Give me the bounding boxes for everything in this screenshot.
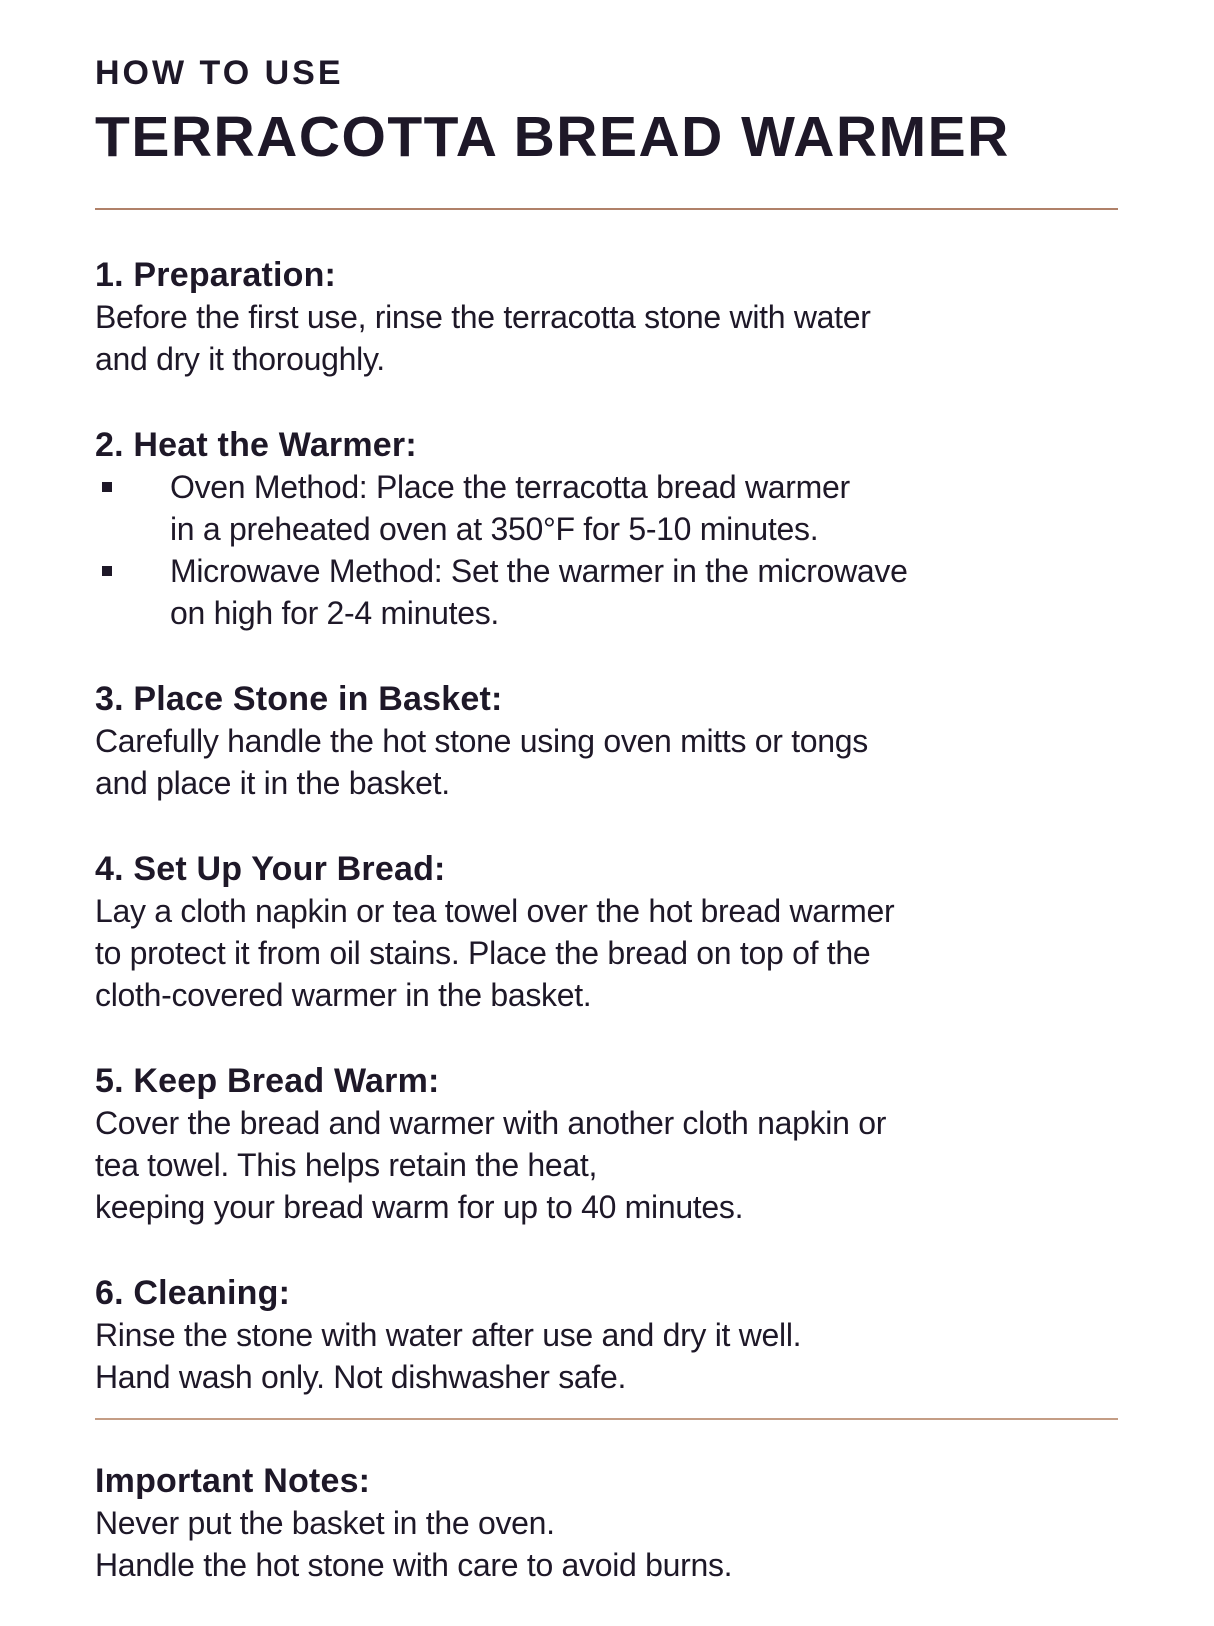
body-line: and place it in the basket. [95, 765, 450, 801]
body-line: Handle the hot stone with care to avoid burns. [95, 1547, 733, 1583]
section-heading: 3. Place Stone in Basket: [95, 680, 503, 718]
section-heading: 6. Cleaning: [95, 1274, 291, 1312]
kicker: HOW TO USE [95, 54, 344, 92]
body-line: Hand wash only. Not dishwasher safe. [95, 1359, 627, 1395]
bullet-item-oven-method [95, 466, 1118, 550]
section-preparation [95, 254, 1118, 380]
header [95, 54, 1118, 169]
page-title: TERRACOTTA BREAD WARMER [95, 105, 1010, 169]
body-line: Before the first use, rinse the terracotta stone with water [95, 299, 871, 335]
body-line: Lay a cloth napkin or tea towel over the hot bread warmer [95, 893, 895, 929]
bullet-text [170, 466, 850, 550]
square-bullet-icon [102, 482, 112, 492]
section-keep-bread-warm [95, 1060, 1118, 1228]
section-heading: 1. Preparation: [95, 256, 337, 294]
bullet-text [170, 550, 908, 634]
body-line: Microwave Method: Set the warmer in the microwave [170, 553, 908, 589]
top-divider [95, 208, 1118, 210]
section-heading: 4. Set Up Your Bread: [95, 850, 446, 888]
bottom-divider [95, 1418, 1118, 1420]
section-heading: 2. Heat the Warmer: [95, 426, 417, 464]
body-line: tea towel. This helps retain the heat, [95, 1147, 598, 1183]
bullet-item-microwave-method [95, 550, 1118, 634]
square-bullet-icon [102, 566, 112, 576]
body-line: cloth-covered warmer in the basket. [95, 977, 592, 1013]
notes-heading: Important Notes: [95, 1462, 371, 1500]
body-line: and dry it thoroughly. [95, 341, 385, 377]
section-place-stone-in-basket [95, 678, 1118, 804]
body-line: keeping your bread warm for up to 40 minutes. [95, 1189, 744, 1225]
body-line: to protect it from oil stains. Place the bread on top of the [95, 935, 871, 971]
body-line: in a preheated oven at 350°F for 5-10 minutes. [170, 511, 819, 547]
body-line: Carefully handle the hot stone using oven mitts or tongs [95, 723, 868, 759]
body-line: Never put the basket in the oven. [95, 1505, 555, 1541]
section-heat-the-warmer [95, 424, 1118, 634]
body-line: Rinse the stone with water after use and dry it well. [95, 1317, 802, 1353]
bullet-list [95, 466, 1118, 634]
section-cleaning [95, 1272, 1118, 1398]
body-line: on high for 2-4 minutes. [170, 595, 499, 631]
body-line: Oven Method: Place the terracotta bread warmer [170, 469, 850, 505]
section-heading: 5. Keep Bread Warm: [95, 1062, 440, 1100]
section-important-notes [95, 1460, 1118, 1586]
body-line: Cover the bread and warmer with another cloth napkin or [95, 1105, 887, 1141]
section-set-up-your-bread [95, 848, 1118, 1016]
